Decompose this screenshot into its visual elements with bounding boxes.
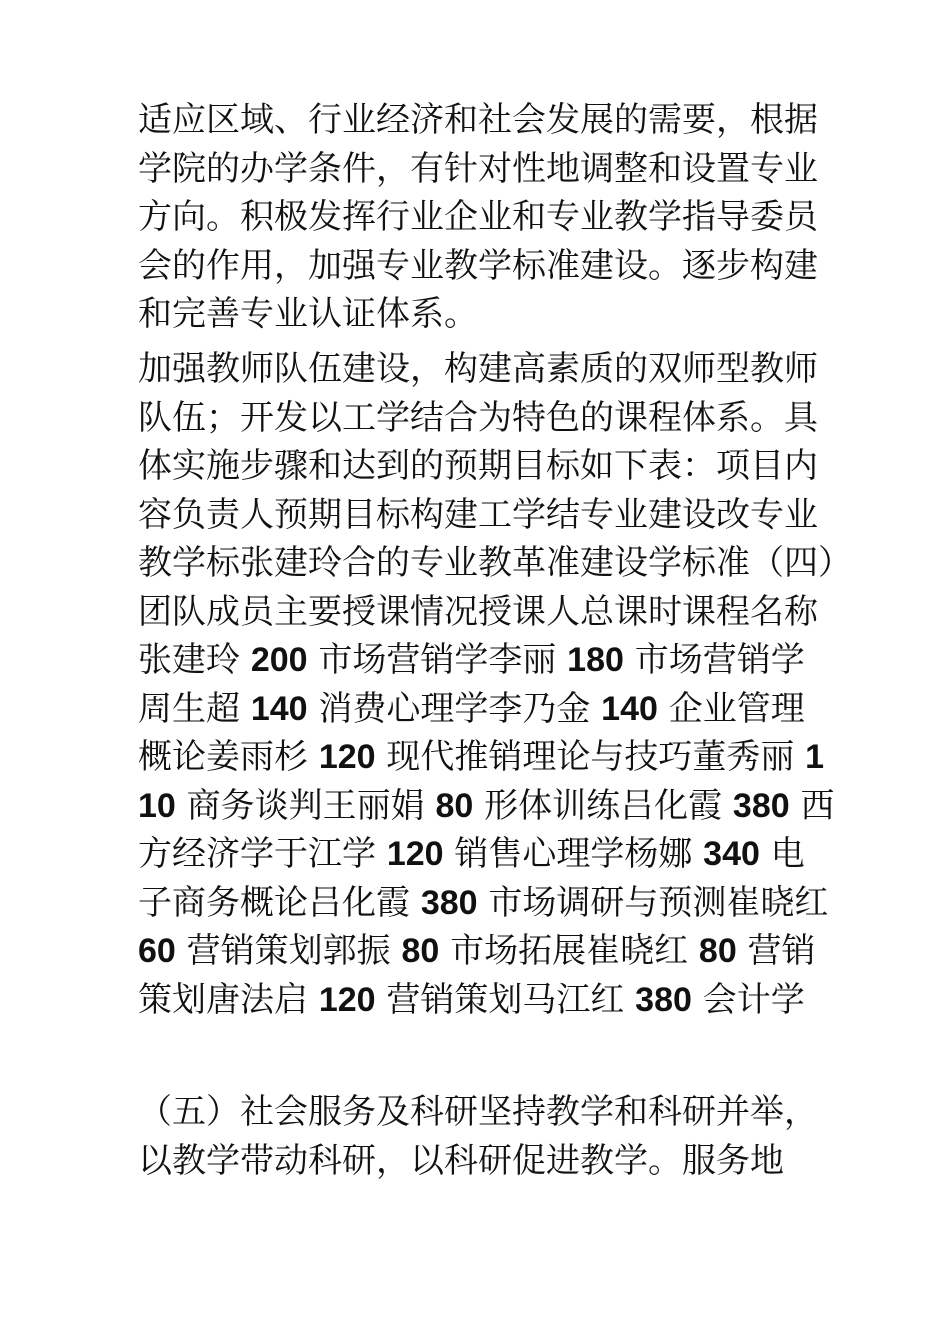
course-hours-number: 120 <box>386 835 444 873</box>
course-hours-number: 380 <box>420 883 478 922</box>
paragraph-teacher-team-and-course-table <box>138 345 838 1024</box>
text-segment: 适应区域、行业经济和社会发展的需要，根据学院的办学条件，有针对性地调整和设置专业方向。积极发挥行业企业和专业教学指导委员会的作用，加强专业教学标准建设。逐步构建和完善专业认证体系。 <box>138 100 818 334</box>
course-hours-number: 140 <box>250 689 308 728</box>
text-segment: 市场拓展崔晓红 <box>439 931 699 971</box>
text-segment: 现代推销理论与技巧董秀丽 <box>375 737 806 777</box>
text-segment: 消费心理学李乃金 <box>307 688 602 729</box>
paragraph-social-service-research <box>138 1088 838 1185</box>
course-hours-number: 80 <box>698 932 737 970</box>
text-segment: 营销策划唐法启 <box>138 931 816 1020</box>
course-hours-number: 80 <box>401 932 440 970</box>
text-segment: 营销策划马江红 <box>375 979 636 1020</box>
text-segment: （五）社会服务及科研坚持教学和科研并举，以教学带动科研，以科研促进教学。服务地 <box>138 1092 818 1181</box>
course-hours-number: 180 <box>567 641 624 679</box>
course-hours-number: 380 <box>635 980 692 1019</box>
text-segment: 市场营销学李丽 <box>307 640 568 680</box>
text-segment: 形体训练吕化霞 <box>473 785 733 826</box>
text-segment: 西方经济学于江学 <box>138 785 835 874</box>
course-hours-number: 140 <box>601 689 658 728</box>
text-segment: 销售心理学杨娜 <box>443 834 704 874</box>
course-hours-number: 340 <box>703 835 760 873</box>
text-segment: 企业管理概论姜雨杉 <box>138 688 805 777</box>
text-segment: 营销策划郭振 <box>175 931 402 971</box>
text-segment: 市场营销学周生超 <box>138 640 805 729</box>
text-segment: 加强教师队伍建设，构建高素质的双师型教师队伍；开发以工学结合为特色的课程体系。具体实施步骤和达到的预期目标如下表：项目内容负责人预期目标构建工学结专业建设改专业教学标张建玲合的专业教革准建设学标准（四）团队成员主要授课情况授课人总课时课程名称张建玲 <box>138 349 835 680</box>
course-hours-number: 110 <box>138 738 825 825</box>
text-segment: 市场调研与预测崔晓红 <box>477 882 829 923</box>
course-hours-number: 380 <box>732 786 790 825</box>
paragraph-specialty-adjustment <box>138 96 838 339</box>
course-hours-number: 60 <box>138 932 176 970</box>
course-hours-number: 200 <box>250 641 308 679</box>
text-segment: 电子商务概论吕化霞 <box>138 834 805 923</box>
course-hours-number: 120 <box>318 738 376 776</box>
text-segment: 会计学 <box>691 979 805 1020</box>
course-hours-number: 120 <box>318 980 376 1019</box>
course-hours-number: 80 <box>435 786 474 825</box>
text-segment: 商务谈判王丽娟 <box>175 785 436 826</box>
